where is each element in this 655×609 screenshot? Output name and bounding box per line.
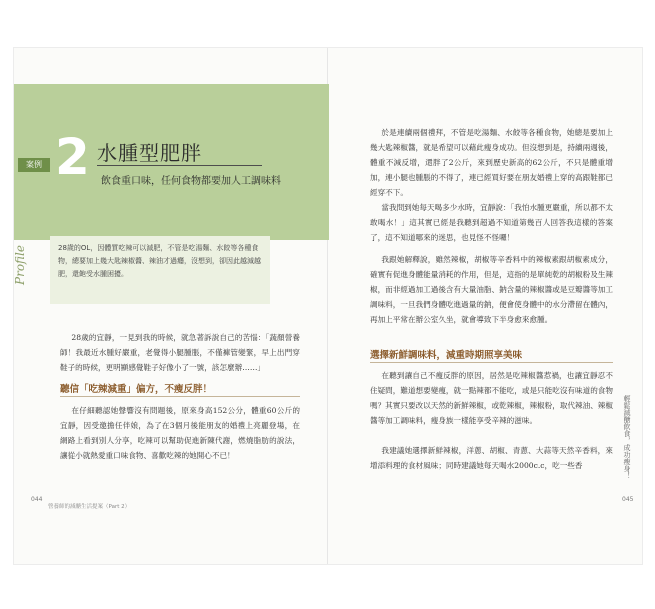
profile-box: 28歲的OL，因體質吃辣可以減肥，不管是吃湯麵、水餃等各種食物，總要加上幾大匙辣椒醬、辣油才過癮，沒想到，卻因此越減越肥，還飽受水腫困擾。: [50, 236, 270, 304]
left-page-number: 044: [31, 496, 43, 503]
right-paragraph-1: 於是連續兩個禮拜，不管是吃湯麵、水餃等各種食物，她總是要加上幾大匙辣椒醬，就是希望可以藉此瘦身成功。但沒想到是，持續兩週後，體重不減反增，還胖了2公斤，來到歷史新高的62公斤，不只是體重增加，連小腿也腫脹的不得了，連已經買好要在朋友婚禮上穿的高跟鞋都已經穿不下。: [370, 128, 613, 197]
left-running-footer: 營養師的減醣生活提案（Part 2）: [48, 504, 131, 510]
chapter-title: 水腫型肥胖: [97, 141, 202, 165]
right-paragraph-5: 我建議她選擇新鮮辣椒，洋蔥、胡椒、青蔥、大蒜等天然辛香料，來增添料理的食材風味；同時建議她每天喝水2000c.c，吃一些香: [370, 446, 613, 470]
title-divider: [97, 165, 262, 166]
chapter-subtitle: 飲食重口味，任何食物都要加人工調味料: [101, 176, 281, 187]
right-paragraph-3: 我跟她解釋說，雖然辣椒，胡椒等辛香料中的辣椒素跟胡椒素成分，確實有促進身體能量消耗的作用，但是，這指的是單純乾的胡椒粉及生辣椒，而非經過加工過後含有大量油脂、鈉含量的辣椒醬或是豆瓣醬等加工調味料，一旦我們身體吃進過量的鈉，便會使身體中的水分滯留在體內，再加上平常在辦公室久坐，就會導致下半身愈來愈腫。: [370, 255, 613, 324]
profile-label: [12, 236, 44, 298]
right-page-number: 045: [622, 496, 634, 503]
case-number: 2: [55, 128, 90, 186]
right-paragraph-2: 當我問到她每天喝多少水時，宜靜說：「我怕水腫更嚴重，所以都不太敢喝水！」這其實已經是我聽到超過不知道第幾百人回答我這樣的答案了，這不知道哪來的迷思，也見怪不怪囉！: [370, 203, 613, 242]
left-paragraph-2: 在仔細聽認她聲響沒有問題後，原來身高152公分，體重60公斤的宜靜，因受邀擔任伴娘，為了在3個月後能朋友的婚禮上亮麗登場，在網路上看到別人分享，吃辣可以幫助促進新陳代謝，燃燒脂肪的說法，讓從小就熱愛重口味食物、喜歡吃辣的她開心不已！: [60, 406, 300, 460]
left-paragraph-1: 28歲的宜靜，一見到我的時候，就急著訴說自己的苦惱：「蔬顏營養師！我最近水腫好嚴重，老覺得小腿腫脹，不僅褲管變緊，早上出門穿鞋子的時候，更明顯感覺鞋子好像小了一號，該怎麼辦……」: [60, 333, 300, 372]
right-section-heading: 選擇新鮮調味料，減重時期照享美味: [370, 350, 523, 361]
case-badge: 案例: [18, 158, 50, 172]
chapter-side-tab: 輕鬆減醣飲食，成功瘦身！: [623, 395, 631, 479]
profile-label-text: Profile: [12, 245, 27, 285]
left-section-heading: 聽信「吃辣減重」偏方，不瘦反胖！: [60, 384, 213, 395]
left-heading-underline: [60, 396, 300, 397]
right-paragraph-4: 在聽到讓自己不瘦反胖的原因，居然是吃辣椒醬惹禍，也讓宜靜忍不住疑問，難道想要變瘦，就一點辣都不能吃，或是只能吃沒有味道的食物嗎？其實只要改以天然的新鮮辣椒，或乾辣椒，辣椒粉，取代辣油、辣椒醬等加工調味料，瘦身族一樣能享受辛辣的滋味。: [370, 371, 613, 425]
right-heading-underline: [370, 362, 613, 363]
